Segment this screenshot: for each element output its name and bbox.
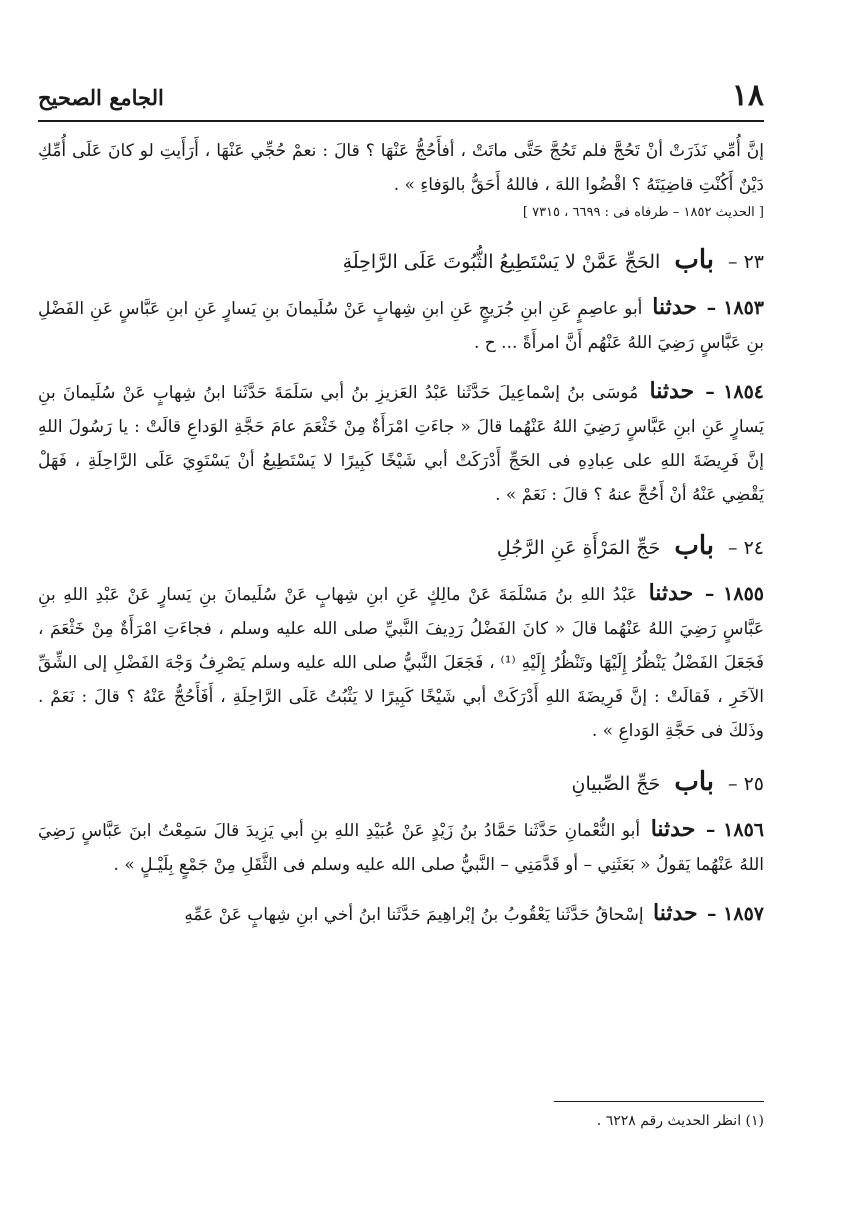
chapter-bab: باب — [674, 245, 714, 275]
hadith-text: إسْحاقُ حَدَّثَنا يَعْقُوبُ بنُ إبْراهِيمَ حَدَّثَنا ابنُ أخي ابنِ شِهابٍ عَنْ عَمِّهِ — [184, 905, 644, 925]
haddathana-word: حدثنا — [650, 816, 696, 842]
chapter-heading — [38, 240, 764, 282]
page-header — [38, 78, 764, 120]
hadith-number: ١٨٥٥ – — [704, 583, 764, 605]
chapter-bab: باب — [674, 531, 714, 561]
hadith-number: ١٨٥٤ – — [705, 381, 765, 403]
chapter-title: الحَجِّ عَمَّنْ لا يَسْتَطِيعُ الثُّبُوتَ عَلَى الرَّاحِلَةِ — [342, 251, 661, 273]
hadith-number: ١٨٥٣ – — [706, 297, 765, 319]
chapter-title: حَجِّ الصِّبيانِ — [571, 773, 661, 795]
chapter-number: ٢٤ – — [728, 537, 764, 559]
hadith-paragraph — [38, 290, 764, 360]
hadith-text: أبو النُّعْمانِ حَدَّثَنا حَمَّادُ بنُ زَيْدٍ عَنْ عُبَيْدِ اللهِ بنِ أبي يَزِيدَ قالَ سَمِعْتُ ابنَ عَبَّاسٍ رَضِيَ اللهُ عَنْهُما يَقولُ « بَعَثَنِي – أو قَدَّمَنِي – النَّبيُّ صلى الله عليه وسلم فى الثَّقَلِ مِنْ جَمْعٍ بِلَيْـلٍ » . — [38, 821, 764, 875]
haddathana-word: حدثنا — [649, 378, 695, 404]
page-number: ١٨ — [731, 78, 764, 113]
hadith-number: ١٨٥٦ – — [705, 819, 764, 841]
intro-paragraph: إنَّ أُمِّي نَذَرَتْ أنْ تَحُجَّ فلم تَحُجَّ حَتَّى ماتَتْ ، أفأَحُجُّ عَنْهَا ؟ قالَ : نعمْ حُجِّي عَنْهَا ، أَرَأَيتِ لو كانَ عَلَى أُمِّكِ دَيْنٌ أَكُنْتِ قاضِيَتَهُ ؟ اقْضُوا اللهَ ، فاللهُ أَحَقُّ بالوَفاءِ » . — [38, 141, 764, 195]
running-title: الجامع الصحيح — [38, 85, 164, 110]
hadith-text: عَبْدُ اللهِ بنُ مَسْلَمَةَ عَنْ مالِكٍ عَنِ ابنِ شِهابٍ عَنْ سُلَيمانَ بنِ يَسارٍ عَنْ عَبْدِ اللهِ بنِ عَبَّاسٍ رَضِيَ اللهُ عَنْهُما قالَ « كانَ الفَضْلُ رَدِيفَ النَّبيِّ صلى الله عليه وسلم ، فجاءَتِ امْرَأَةٌ مِنْ خَثْعَمَ ، فَجَعَلَ الفَضْلُ يَنْظُرُ إِلَيْهَا وتَنْظُرُ إِلَيْهِ ⁽¹⁾ ، فَجَعَلَ النَّبيُّ صلى الله عليه وسلم يَصْرِفُ وَجْهَ الفَضْلِ إلى الشِّقِّ الآخَرِ ، فَقالَتْ : إنَّ فَرِيضَةَ اللهِ أَدْرَكَتْ أبي شَيْخًا كَبِيرًا لا يَثْبُتُ عَلَى الرَّاحِلَةِ ، أَفَأَحُجُّ عَنْهُ ؟ قالَ : نَعَمْ . وذَلكَ فى حَجَّةِ الوَداعِ » . — [38, 585, 764, 741]
hadith-paragraph — [38, 576, 764, 748]
document-page — [38, 78, 764, 1178]
body-text — [38, 134, 764, 946]
haddathana-word: حدثنا — [648, 580, 694, 606]
haddathana-word: حدثنا — [653, 900, 698, 926]
header-rule — [38, 120, 764, 122]
chapter-title: حَجِّ المَرْأَةِ عَنِ الرَّجُلِ — [496, 537, 661, 559]
hadith-paragraph — [38, 812, 764, 882]
hadith-paragraph — [38, 896, 764, 932]
hadith-number: ١٨٥٧ – — [707, 903, 764, 925]
chapter-heading — [38, 526, 764, 568]
footnote-rule — [554, 1101, 764, 1102]
chapter-number: ٢٥ – — [728, 773, 764, 795]
hadith-reference: [ الحديث ١٨٥٢ – طرفاه فى : ٦٦٩٩ ، ٧٣١٥ ] — [522, 205, 764, 220]
hadith-paragraph — [38, 374, 764, 512]
hadith-text: مُوسَى بنُ إسْماعِيلَ حَدَّثَنا عَبْدُ العَزيزِ بنُ أبي سَلَمَةَ حَدَّثَنا ابنُ شِهابٍ عَنْ سُلَيمانَ بنِ يَسارٍ عَنِ ابنِ عَبَّاسٍ رَضِيَ اللهُ عَنْهُما قالَ « جاءَتِ امْرَأَةٌ مِنْ خَثْعَمَ عامَ حَجَّةِ الوَداعِ قالَتْ : يا رَسُولَ اللهِ إنَّ فَرِيضَةَ اللهِ على عِبادِهِ فى الحَجِّ أَدْرَكَتْ أبي شَيْخًا كَبِيرًا لا يَسْتَطِيعُ أنْ يَسْتَوِيَ عَلَى الرَّاحِلَةِ ، فَهَلْ يَقْضِي عَنْهُ أنْ أَحُجَّ عنهُ ؟ قالَ : نَعَمْ » . — [38, 383, 764, 505]
chapter-bab: باب — [674, 767, 714, 797]
chapter-number: ٢٣ – — [728, 251, 764, 273]
chapter-heading — [38, 762, 764, 804]
footnote: (١) انظر الحديث رقم ٦٢٢٨ . — [596, 1113, 764, 1129]
haddathana-word: حدثنا — [652, 294, 697, 320]
hadith-text: أبو عاصِمٍ عَنِ ابنِ جُرَيجٍ عَنِ ابنِ شِهابٍ عَنْ سُلَيمانَ بنِ يَسارٍ عَنِ ابنِ عَبَّاسٍ عَنِ الفَضْلِ بنِ عَبَّاسٍ رَضِيَ اللهُ عَنْهُم أَنَّ امرأَةً ... ح . — [38, 299, 764, 353]
